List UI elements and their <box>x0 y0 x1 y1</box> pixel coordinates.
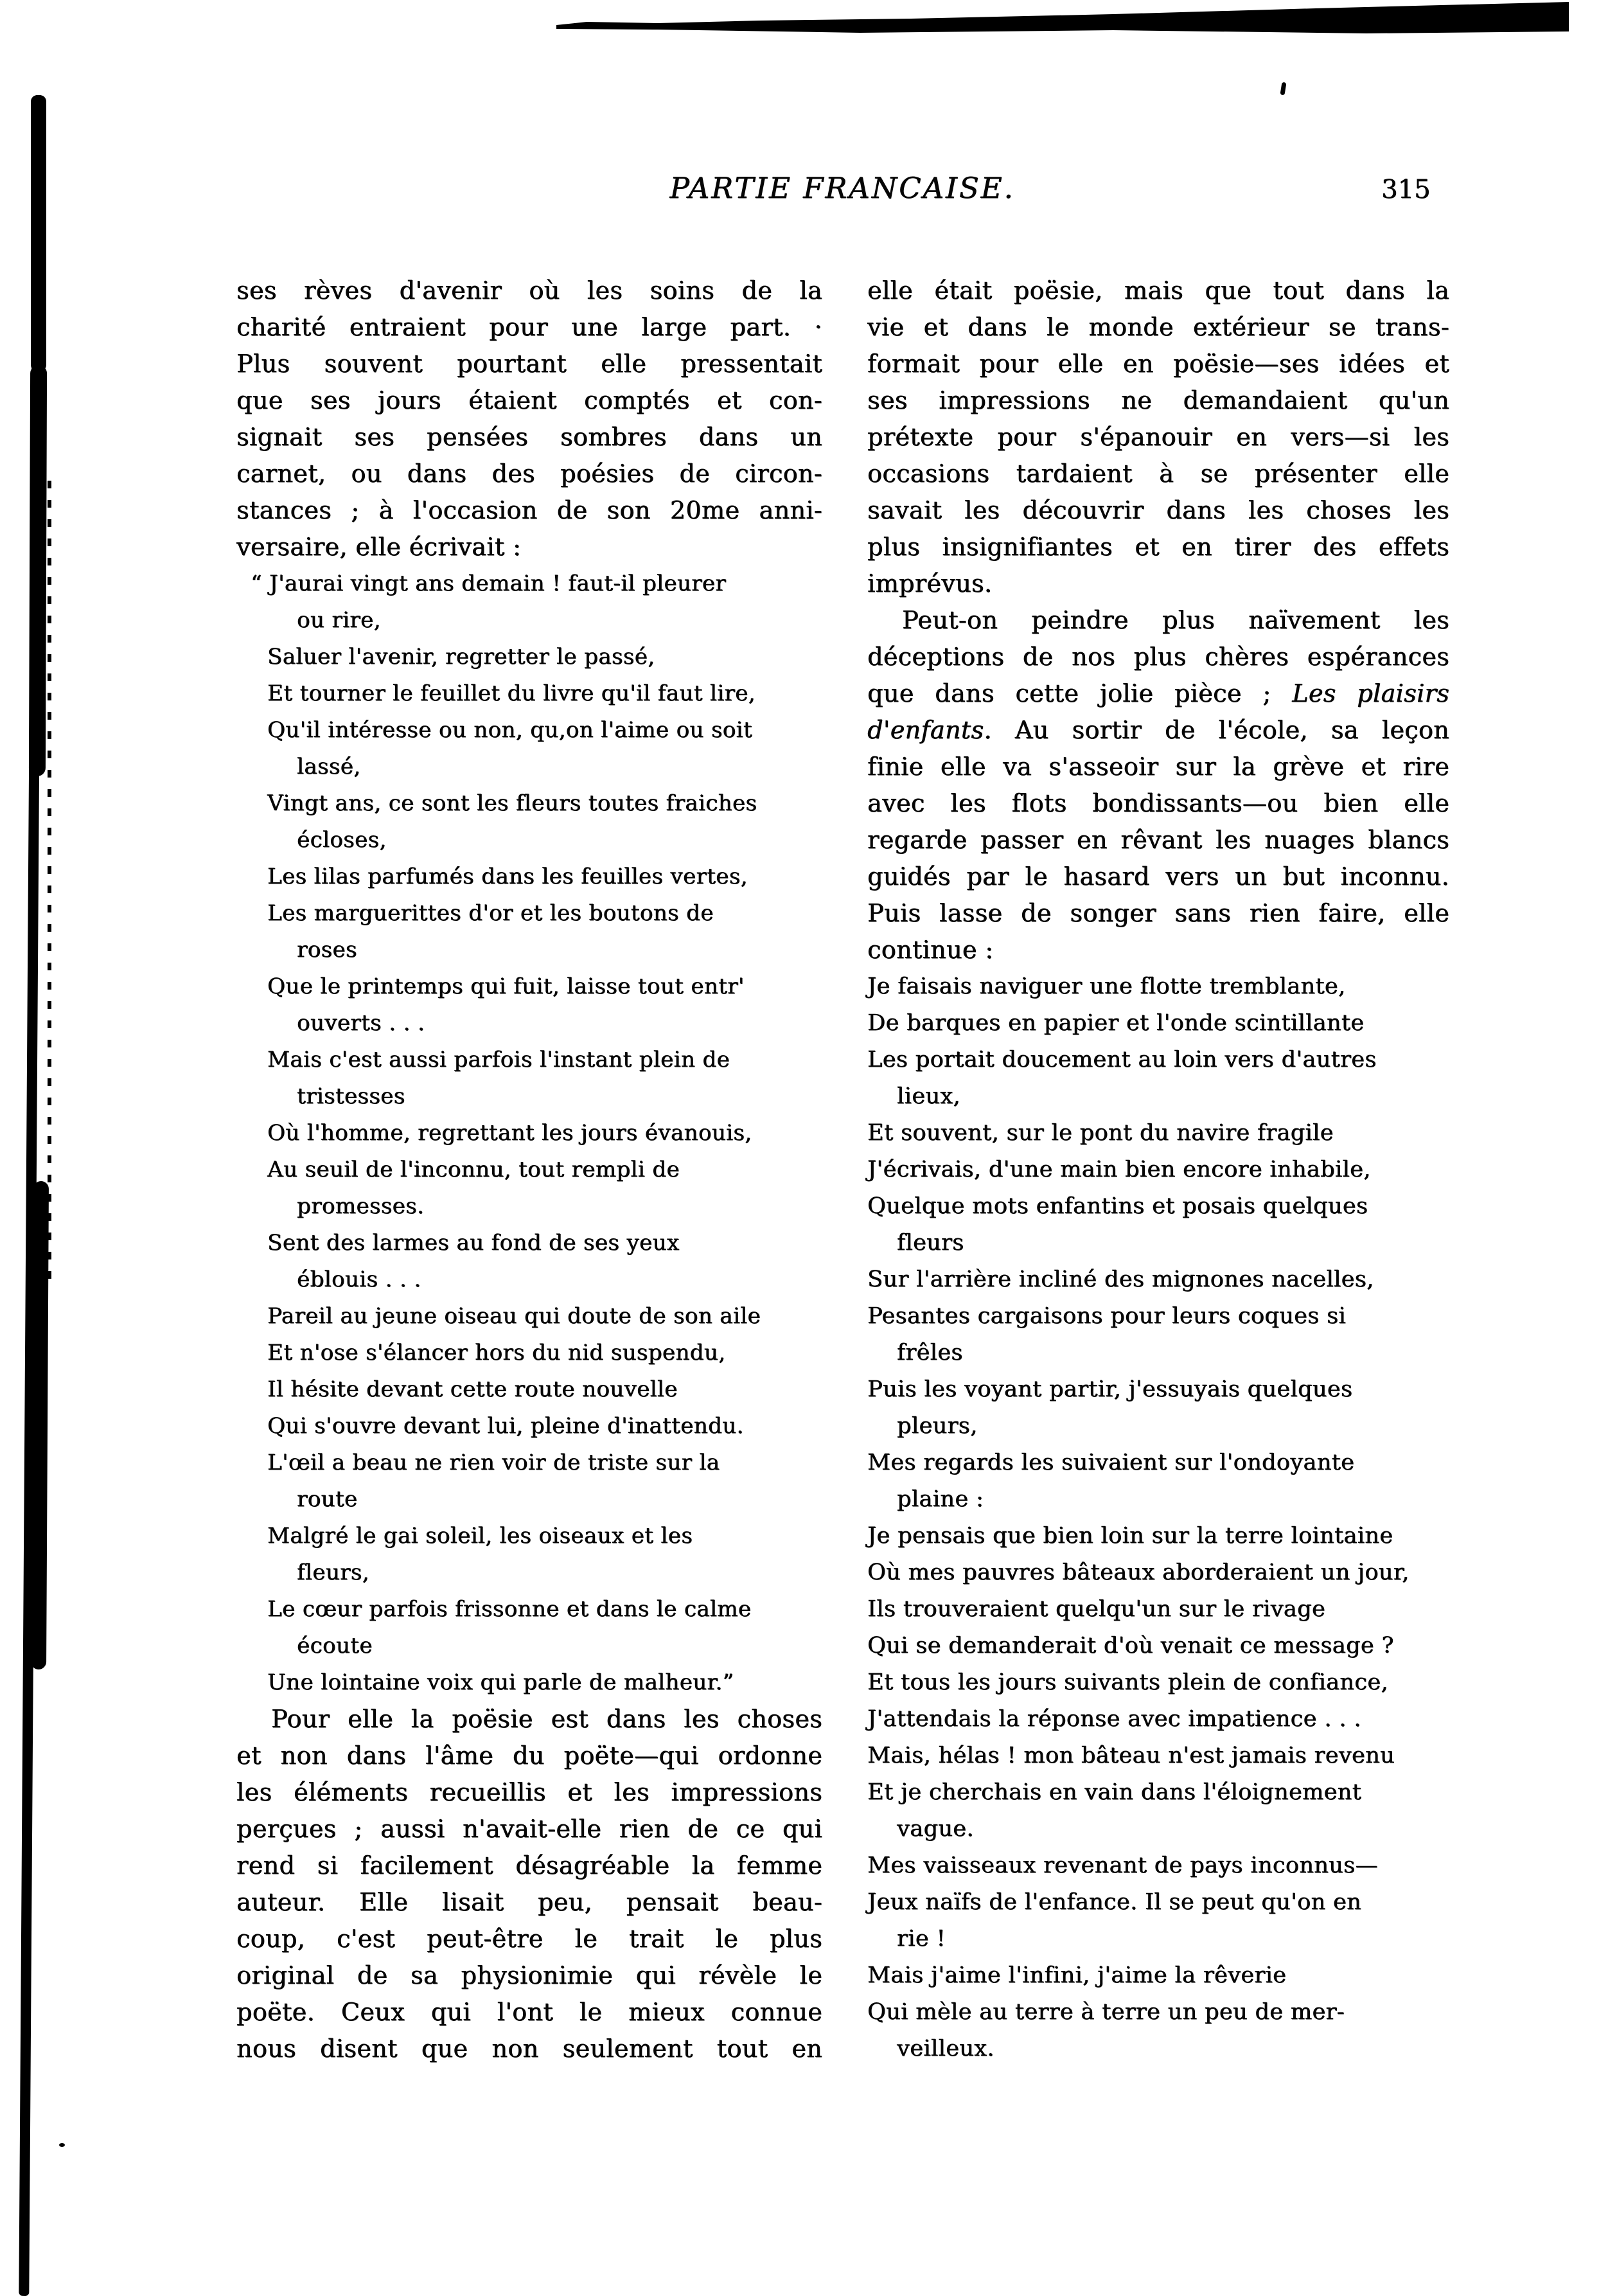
text-segment: Malgré le gai soleil, les oiseaux et les <box>267 1523 693 1549</box>
text-segment: Les portait doucement au loin vers d'autres <box>867 1047 1377 1072</box>
text-line <box>236 1774 822 1811</box>
text-line <box>867 382 1449 419</box>
text-segment: stances ; à l'occasion de son 20me anni- <box>236 496 822 524</box>
text-segment: Une lointaine voix qui parle de malheur.” <box>267 1669 734 1695</box>
prose-paragraph <box>867 602 1449 968</box>
text-line <box>867 895 1449 932</box>
text-segment: L'œil a beau ne rien voir de triste sur la <box>267 1450 720 1475</box>
text-segment: finie elle va s'asseoir sur la grève et rire <box>867 752 1449 781</box>
scan-speck <box>59 2143 65 2147</box>
text-line <box>236 346 822 382</box>
text-line <box>267 1115 822 1152</box>
text-line <box>867 1152 1449 1188</box>
text-segment: charité entraient pour une large part. · <box>236 313 822 341</box>
text-segment: occasions tardaient à se présenter elle <box>867 459 1449 488</box>
text-segment: Mais, hélas ! mon bâteau n'est jamais revenu <box>867 1743 1395 1768</box>
italic-text-segment: Les plaisirs <box>1292 679 1449 707</box>
text-line <box>867 456 1449 492</box>
text-line <box>867 1518 1449 1554</box>
text-segment: tristesses <box>297 1083 405 1109</box>
text-segment: Que le printemps qui fuit, laisse tout entr' <box>267 974 745 999</box>
text-segment: les éléments recueillis et les impressions <box>236 1778 822 1806</box>
text-line <box>267 968 822 1005</box>
text-segment: coup, c'est peut-être le trait le plus <box>236 1925 822 1953</box>
text-line <box>867 1481 1449 1518</box>
text-segment: Et souvent, sur le pont du navire fragile <box>867 1120 1334 1146</box>
text-line <box>867 785 1449 822</box>
text-line <box>867 1811 1449 1847</box>
text-line <box>267 785 822 822</box>
text-segment: que ses jours étaient comptés et con- <box>236 386 822 414</box>
text-line <box>867 272 1449 309</box>
text-line <box>267 1078 822 1115</box>
text-segment: frêles <box>897 1340 963 1366</box>
text-segment: Qu'il intéresse ou non, qu,on l'aime ou soit <box>267 717 752 743</box>
text-line <box>267 932 822 968</box>
text-line <box>867 1042 1449 1078</box>
text-line <box>867 492 1449 529</box>
text-line <box>867 1078 1449 1115</box>
text-line <box>867 2031 1449 2067</box>
text-line <box>867 1774 1449 1811</box>
text-segment: Jeux naïfs de l'enfance. Il se peut qu'on en <box>867 1889 1361 1915</box>
text-segment: versaire, elle écrivait : <box>236 533 522 561</box>
text-segment: Mes regards les suivaient sur l'ondoyante <box>867 1450 1355 1475</box>
text-line <box>236 529 822 565</box>
text-line <box>267 822 822 859</box>
text-line <box>267 749 822 785</box>
text-segment: Sur l'arrière incliné des mignones nacelles, <box>867 1267 1374 1292</box>
text-line <box>267 1554 822 1591</box>
text-line <box>236 382 822 419</box>
text-segment: Peut-on peindre plus naïvement les <box>902 606 1449 634</box>
text-line <box>867 1957 1449 1994</box>
text-line <box>236 419 822 456</box>
text-line <box>236 1921 822 1957</box>
text-segment: Pour elle la poësie est dans les choses <box>271 1705 822 1733</box>
text-segment: De barques en papier et l'onde scintillante <box>867 1010 1365 1036</box>
text-line <box>267 1518 822 1554</box>
text-line <box>867 309 1449 346</box>
scan-artifact-top-edge <box>556 2 1569 34</box>
text-line <box>867 565 1449 602</box>
text-line <box>267 1042 822 1078</box>
scan-artifact-blob <box>29 365 47 776</box>
text-segment: poëte. Ceux qui l'ont le mieux connue <box>236 1998 822 2026</box>
text-line <box>867 1225 1449 1261</box>
text-segment: Puis les voyant partir, j'essuyais quelques <box>867 1376 1353 1402</box>
text-segment: Au seuil de l'inconnu, tout rempli de <box>267 1157 680 1182</box>
text-line <box>867 1188 1449 1225</box>
text-segment: nous disent que non seulement tout en <box>236 2034 822 2063</box>
page-number: 315 <box>1381 175 1431 204</box>
text-segment: plaine : <box>897 1486 984 1512</box>
italic-text-segment: d'enfants. <box>867 716 992 744</box>
text-segment: Et tous les jours suivants plein de confiance, <box>867 1669 1388 1695</box>
text-line <box>867 1335 1449 1371</box>
text-line <box>867 675 1449 712</box>
text-segment: éblouis . . . <box>297 1267 421 1292</box>
text-segment: prétexte pour s'épanouir en vers—si les <box>867 423 1449 451</box>
text-line <box>267 602 822 639</box>
text-segment: rend si facilement désagréable la femme <box>236 1851 822 1880</box>
text-segment: Je pensais que bien loin sur la terre lointaine <box>867 1523 1393 1549</box>
text-line <box>236 1884 822 1921</box>
text-line <box>867 1371 1449 1408</box>
text-line <box>867 859 1449 895</box>
text-line <box>267 1628 822 1664</box>
text-segment: continue : <box>867 936 994 964</box>
text-segment: Le cœur parfois frissonne et dans le calme <box>267 1596 752 1622</box>
text-segment: guidés par le hasard vers un but inconnu. <box>867 862 1449 891</box>
text-segment: ses rèves d'avenir où les soins de la <box>236 276 822 305</box>
text-segment: écoute <box>297 1633 373 1659</box>
text-line <box>236 1811 822 1847</box>
poem-stanza <box>867 968 1449 2067</box>
scan-speck <box>1280 82 1286 96</box>
text-line <box>867 1921 1449 1957</box>
text-segment: ouverts . . . <box>297 1010 425 1036</box>
text-line <box>867 822 1449 859</box>
text-line <box>867 1554 1449 1591</box>
text-segment: pleurs, <box>897 1413 978 1439</box>
text-line <box>267 1188 822 1225</box>
text-line <box>236 1738 822 1774</box>
text-line <box>867 1005 1449 1042</box>
text-segment: Mais c'est aussi parfois l'instant plein de <box>267 1047 730 1072</box>
text-segment: roses <box>297 937 357 963</box>
text-segment: carnet, ou dans des poésies de circon- <box>236 459 822 488</box>
text-segment: et non dans l'âme du poëte—qui ordonne <box>236 1741 822 1770</box>
text-segment: Quelque mots enfantins et posais quelques <box>867 1193 1368 1219</box>
text-segment: promesses. <box>297 1193 425 1219</box>
text-segment: Où l'homme, regrettant les jours évanouis, <box>267 1120 752 1146</box>
text-line <box>267 1152 822 1188</box>
text-line <box>236 492 822 529</box>
text-line <box>267 712 822 749</box>
text-line <box>867 602 1449 639</box>
text-line <box>267 1591 822 1628</box>
text-line <box>236 272 822 309</box>
text-segment: ses impressions ne demandaient qu'un <box>867 386 1449 414</box>
text-line <box>236 1994 822 2031</box>
text-segment: auteur. Elle lisait peu, pensait beau- <box>236 1888 822 1916</box>
poem-stanza <box>251 565 822 1701</box>
text-line <box>267 1261 822 1298</box>
text-line <box>267 895 822 932</box>
text-line <box>867 1884 1449 1921</box>
text-segment: lieux, <box>897 1083 960 1109</box>
text-line <box>867 419 1449 456</box>
text-segment: Mais j'aime l'infini, j'aime la rêverie <box>867 1962 1287 1988</box>
text-line <box>867 1701 1449 1738</box>
text-segment: J'attendais la réponse avec impatience . . . <box>867 1706 1361 1732</box>
text-line <box>267 675 822 712</box>
text-column-right <box>867 272 1449 2067</box>
text-line <box>867 1408 1449 1445</box>
text-segment: Les marguerittes d'or et les boutons de <box>267 900 714 926</box>
text-line <box>236 1957 822 1994</box>
text-segment: fleurs <box>897 1230 964 1256</box>
text-segment: regarde passer en rêvant les nuages blancs <box>867 826 1449 854</box>
text-segment: ou rire, <box>297 607 381 633</box>
text-segment: Qui se demanderait d'où venait ce message ? <box>867 1633 1394 1659</box>
text-segment: J'écrivais, d'une main bien encore inhabile, <box>867 1157 1371 1182</box>
text-segment: Et n'ose s'élancer hors du nid suspendu, <box>267 1340 726 1366</box>
text-segment: Et tourner le feuillet du livre qu'il faut lire, <box>267 681 755 706</box>
text-column-left <box>236 272 822 2067</box>
text-segment: vie et dans le monde extérieur se trans- <box>867 313 1449 341</box>
text-line <box>267 639 822 675</box>
text-segment: route <box>297 1486 358 1512</box>
text-segment: imprévus. <box>867 569 993 598</box>
text-line <box>267 859 822 895</box>
text-line <box>236 1847 822 1884</box>
text-segment: perçues ; aussi n'avait-elle rien de ce qui <box>236 1815 822 1843</box>
text-line <box>867 712 1449 749</box>
text-line <box>867 1664 1449 1701</box>
text-segment: Qui s'ouvre devant lui, pleine d'inattendu. <box>267 1413 744 1439</box>
text-segment: Saluer l'avenir, regretter le passé, <box>267 644 655 670</box>
text-segment: que dans cette jolie pièce ; <box>867 679 1293 707</box>
text-line <box>251 565 822 602</box>
text-line <box>867 639 1449 675</box>
text-line <box>867 1445 1449 1481</box>
text-segment: original de sa physionimie qui révèle le <box>236 1961 822 1989</box>
text-line <box>267 1005 822 1042</box>
text-segment: Puis lasse de songer sans rien faire, elle <box>867 899 1449 927</box>
text-segment: Sent des larmes au fond de ses yeux <box>267 1230 680 1256</box>
text-line <box>867 529 1449 565</box>
text-segment: savait les découvrir dans les choses les <box>867 496 1449 524</box>
text-line <box>867 346 1449 382</box>
text-segment: déceptions de nos plus chères espérances <box>867 643 1449 671</box>
text-line <box>867 1994 1449 2031</box>
text-segment: Et je cherchais en vain dans l'éloignement <box>867 1779 1362 1805</box>
text-line <box>267 1371 822 1408</box>
scan-artifact-blob <box>31 95 46 371</box>
text-segment: lassé, <box>297 754 361 779</box>
scan-artifact-noise <box>48 481 51 1290</box>
text-segment: Les lilas parfumés dans les feuilles vertes, <box>267 864 748 889</box>
text-segment: vague. <box>897 1816 974 1842</box>
text-line <box>867 1591 1449 1628</box>
text-segment: plus insignifiantes et en tirer des effets <box>867 533 1449 561</box>
text-segment: formait pour elle en poësie—ses idées et <box>867 350 1449 378</box>
prose-paragraph <box>867 272 1449 602</box>
scan-artifact-blob <box>31 1181 49 1669</box>
text-segment: Ils trouveraient quelqu'un sur le rivage <box>867 1596 1325 1622</box>
text-line <box>236 2031 822 2067</box>
text-line <box>267 1335 822 1371</box>
text-segment: signait ses pensées sombres dans un <box>236 423 822 451</box>
text-segment: Où mes pauvres bâteaux aborderaient un jour, <box>867 1560 1409 1585</box>
prose-paragraph <box>236 1701 822 2067</box>
text-line <box>867 1628 1449 1664</box>
text-line <box>236 1701 822 1738</box>
text-line <box>867 1847 1449 1884</box>
text-segment: Je faisais naviguer une flotte tremblante, <box>867 974 1346 999</box>
text-line <box>867 932 1449 968</box>
text-line <box>867 1738 1449 1774</box>
text-line <box>867 1298 1449 1335</box>
text-line <box>236 456 822 492</box>
text-line <box>267 1445 822 1481</box>
text-line <box>267 1225 822 1261</box>
prose-paragraph <box>236 272 822 565</box>
text-line <box>236 309 822 346</box>
text-segment: Il hésite devant cette route nouvelle <box>267 1376 678 1402</box>
text-segment: avec les flots bondissants—ou bien elle <box>867 789 1449 817</box>
text-segment: Mes vaisseaux revenant de pays inconnus— <box>867 1853 1378 1878</box>
text-segment: fleurs, <box>297 1560 369 1585</box>
text-segment: veilleux. <box>897 2036 994 2061</box>
text-line <box>267 1664 822 1701</box>
text-line <box>267 1298 822 1335</box>
text-segment: Pareil au jeune oiseau qui doute de son aile <box>267 1303 761 1329</box>
text-segment: Qui mèle au terre à terre un peu de mer- <box>867 1999 1345 2025</box>
text-line <box>867 968 1449 1005</box>
text-segment: rie ! <box>897 1926 946 1952</box>
text-segment: Au sortir de l'école, sa leçon <box>991 716 1449 744</box>
text-segment: écloses, <box>297 827 387 853</box>
text-line <box>867 1261 1449 1298</box>
text-segment: elle était poësie, mais que tout dans la <box>867 276 1449 305</box>
text-line <box>867 749 1449 785</box>
text-segment: “ J'aurai vingt ans demain ! faut-il pleurer <box>251 571 726 596</box>
text-segment: Pesantes cargaisons pour leurs coques si <box>867 1303 1346 1329</box>
text-segment: Vingt ans, ce sont les fleurs toutes fraiches <box>267 790 757 816</box>
text-line <box>267 1408 822 1445</box>
text-line <box>867 1115 1449 1152</box>
text-segment: Plus souvent pourtant elle pressentait <box>236 350 822 378</box>
text-line <box>267 1481 822 1518</box>
running-header-title: PARTIE FRANCAISE. <box>669 171 1015 205</box>
scan-artifact-left-edge <box>27 95 55 2296</box>
